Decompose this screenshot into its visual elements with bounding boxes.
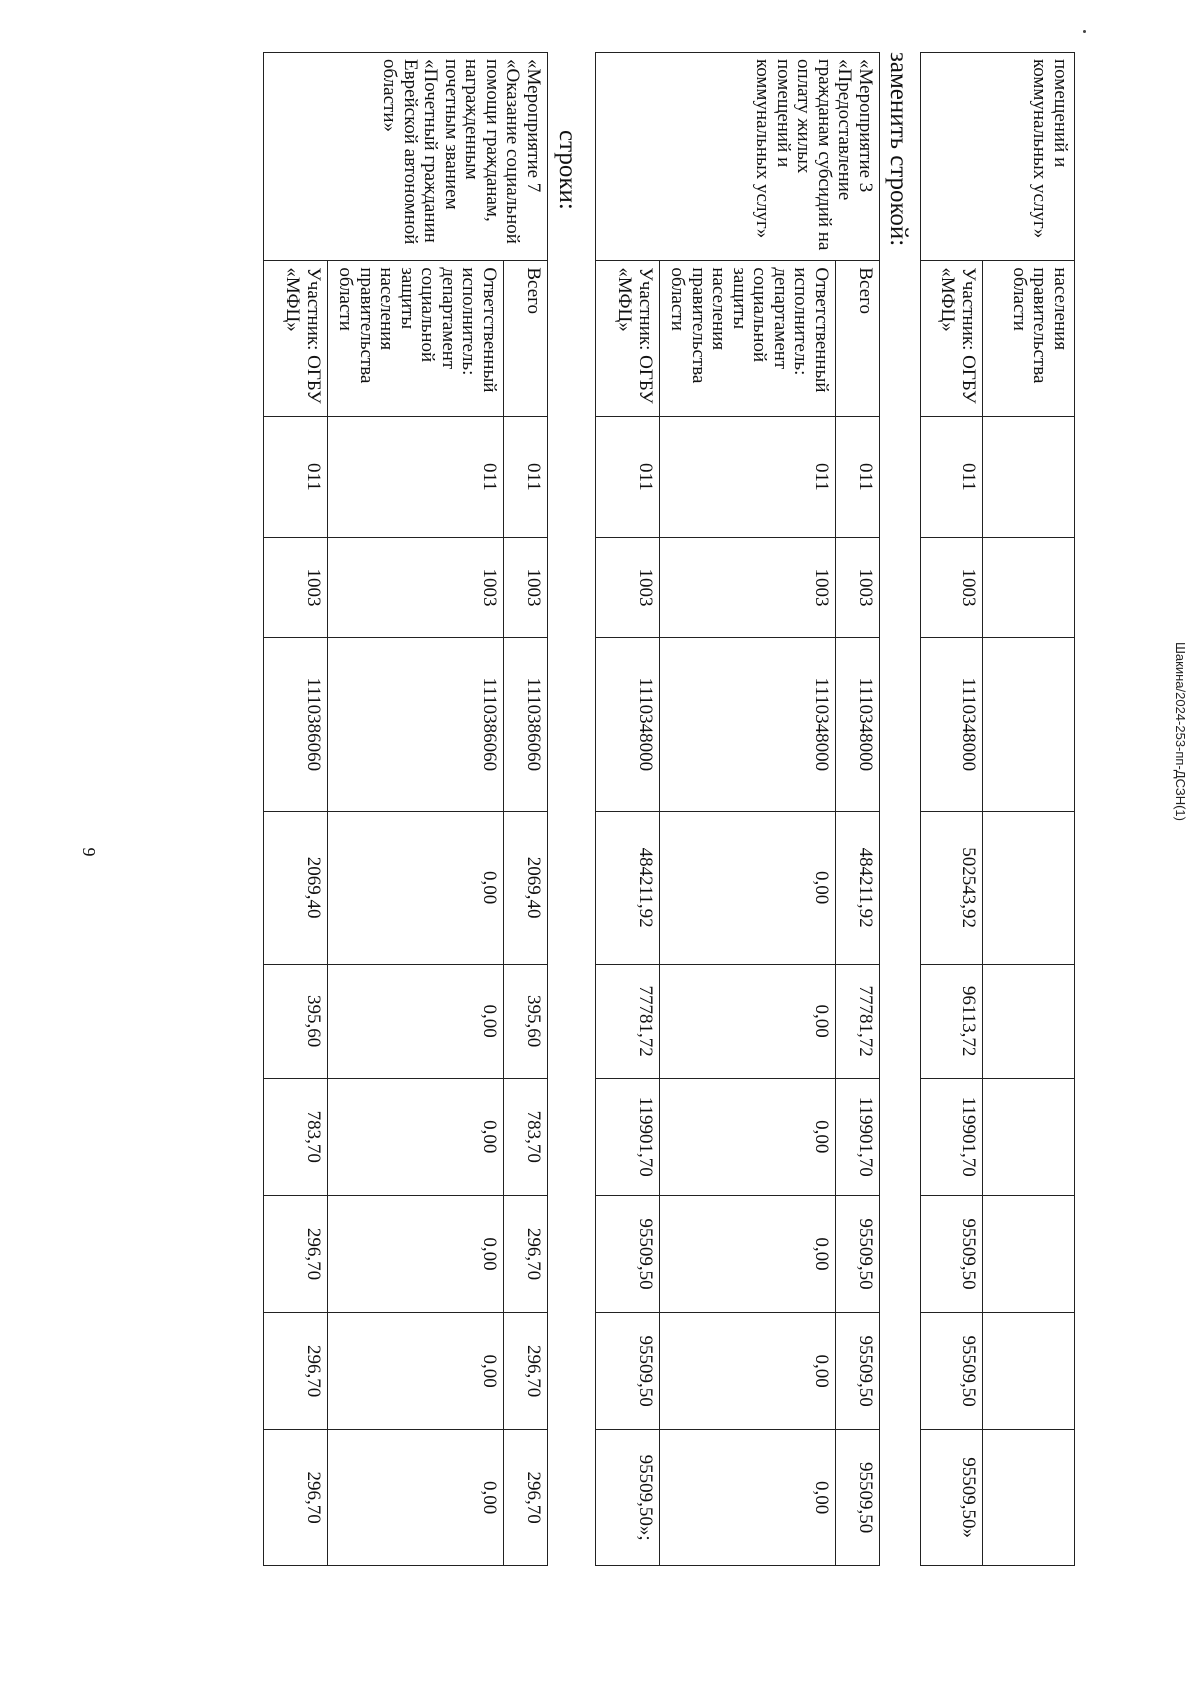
cell-year-5: 95509,50: [836, 1430, 880, 1566]
cell-year-1: 77781,72: [596, 964, 660, 1078]
cell-year-3: 0,00: [328, 1195, 504, 1312]
table-row: [921, 53, 983, 1566]
empty-cell: [983, 637, 1075, 811]
table-row: [983, 53, 1075, 1566]
scan-speck: [1083, 30, 1086, 33]
cell-year-3: 95509,50: [836, 1195, 880, 1312]
cell-csr: 1110348000: [596, 637, 660, 811]
rotated-sheet: [210, 52, 1110, 1612]
cell-year-3: 95509,50: [596, 1195, 660, 1312]
cell-year-2: 783,70: [504, 1078, 548, 1195]
cell-rzpr: 1003: [264, 538, 328, 638]
executor-cell: Всего: [504, 261, 548, 416]
cell-year-2: 119901,70: [596, 1078, 660, 1195]
cell-rzpr: 1003: [596, 538, 660, 638]
empty-cell: [983, 964, 1075, 1078]
cell-total: 484211,92: [836, 811, 880, 964]
executor-cell: Ответственный исполнитель: департамент социальной защиты населения правительства области: [328, 261, 504, 416]
cell-csr: 1110348000: [836, 637, 880, 811]
cell-csr: 1110348000: [660, 637, 836, 811]
cell-year-1: 395,60: [504, 964, 548, 1078]
cell-csr: 1110386060: [264, 637, 328, 811]
cell-year-4: 95509,50: [836, 1313, 880, 1430]
table-row: [836, 53, 880, 1566]
cell-grbs: 011: [596, 416, 660, 538]
empty-cell: [983, 1078, 1075, 1195]
executor-cell: Участник: ОГБУ «МФЦ»: [596, 261, 660, 416]
footer-code: Шакина/2024-253-пп-ДСЗН(1): [1173, 642, 1188, 821]
cell-year-2: 783,70: [264, 1078, 328, 1195]
executor-cell: населения правительства области: [983, 261, 1075, 416]
table-top: [920, 52, 1075, 1566]
cell-csr: 1110348000: [921, 637, 983, 811]
executor-cell: Всего: [836, 261, 880, 416]
cell-total: 0,00: [660, 811, 836, 964]
cell-rzpr: 1003: [836, 538, 880, 638]
empty-cell: [983, 1430, 1075, 1566]
cell-grbs: 011: [264, 416, 328, 538]
rows-label: строки:: [554, 130, 581, 210]
executor-cell: Участник: ОГБУ «МФЦ»: [264, 261, 328, 416]
table-row: [660, 53, 836, 1566]
cell-year-5: 296,70: [504, 1430, 548, 1566]
cell-year-5: 95509,50»;: [596, 1430, 660, 1566]
cell-csr: 1110386060: [328, 637, 504, 811]
cell-year-5: 95509,50»: [921, 1430, 983, 1566]
replace-label: заменить строкой:: [885, 52, 912, 247]
cell-year-5: 0,00: [328, 1430, 504, 1566]
measure-cell: «Мероприятие 3 «Предоставление гражданам субсидий на оплату жилых помещений и коммунальных услуг»: [596, 53, 880, 261]
table-row: [504, 53, 548, 1566]
table-row: [264, 53, 328, 1566]
cell-year-2: 0,00: [328, 1078, 504, 1195]
cell-rzpr: 1003: [504, 538, 548, 638]
cell-total: 2069,40: [264, 811, 328, 964]
cell-grbs: 011: [660, 416, 836, 538]
executor-cell: Участник: ОГБУ «МФЦ»: [921, 261, 983, 416]
cell-rzpr: 1003: [660, 538, 836, 638]
cell-year-4: 296,70: [504, 1313, 548, 1430]
table-row: [596, 53, 660, 1566]
measure-cell: помещений и коммунальных услуг»: [921, 53, 1075, 261]
cell-year-4: 95509,50: [596, 1313, 660, 1430]
cell-total: 0,00: [328, 811, 504, 964]
cell-rzpr: 1003: [921, 538, 983, 638]
cell-grbs: 011: [504, 416, 548, 538]
cell-year-4: 296,70: [264, 1313, 328, 1430]
cell-year-1: 77781,72: [836, 964, 880, 1078]
cell-grbs: 011: [921, 416, 983, 538]
cell-year-3: 0,00: [660, 1195, 836, 1312]
cell-year-4: 0,00: [660, 1313, 836, 1430]
cell-grbs: 011: [836, 416, 880, 538]
table-row: [328, 53, 504, 1566]
table-middle: [595, 52, 880, 1566]
cell-year-2: 119901,70: [921, 1078, 983, 1195]
executor-cell: Ответственный исполнитель: департамент социальной защиты населения правительства области: [660, 261, 836, 416]
cell-total: 502543,92: [921, 811, 983, 964]
cell-year-5: 296,70: [264, 1430, 328, 1566]
cell-year-4: 95509,50: [921, 1313, 983, 1430]
cell-year-1: 96113,72: [921, 964, 983, 1078]
cell-year-1: 0,00: [328, 964, 504, 1078]
cell-year-1: 395,60: [264, 964, 328, 1078]
cell-grbs: 011: [328, 416, 504, 538]
cell-csr: 1110386060: [504, 637, 548, 811]
cell-year-3: 296,70: [504, 1195, 548, 1312]
cell-total: 2069,40: [504, 811, 548, 964]
table-bottom: [263, 52, 548, 1566]
cell-total: 484211,92: [596, 811, 660, 964]
empty-cell: [983, 416, 1075, 538]
cell-year-3: 296,70: [264, 1195, 328, 1312]
cell-year-3: 95509,50: [921, 1195, 983, 1312]
measure-cell: «Мероприятие 7 «Оказание социальной помощи гражданам, награжденным почетным званием «Почетный гражданин Еврейской автономной области»: [264, 53, 548, 261]
cell-year-5: 0,00: [660, 1430, 836, 1566]
empty-cell: [983, 1313, 1075, 1430]
cell-rzpr: 1003: [328, 538, 504, 638]
cell-year-2: 0,00: [660, 1078, 836, 1195]
page-number: 9: [79, 847, 99, 857]
cell-year-2: 119901,70: [836, 1078, 880, 1195]
cell-year-1: 0,00: [660, 964, 836, 1078]
cell-year-4: 0,00: [328, 1313, 504, 1430]
empty-cell: [983, 1195, 1075, 1312]
empty-cell: [983, 538, 1075, 638]
empty-cell: [983, 811, 1075, 964]
